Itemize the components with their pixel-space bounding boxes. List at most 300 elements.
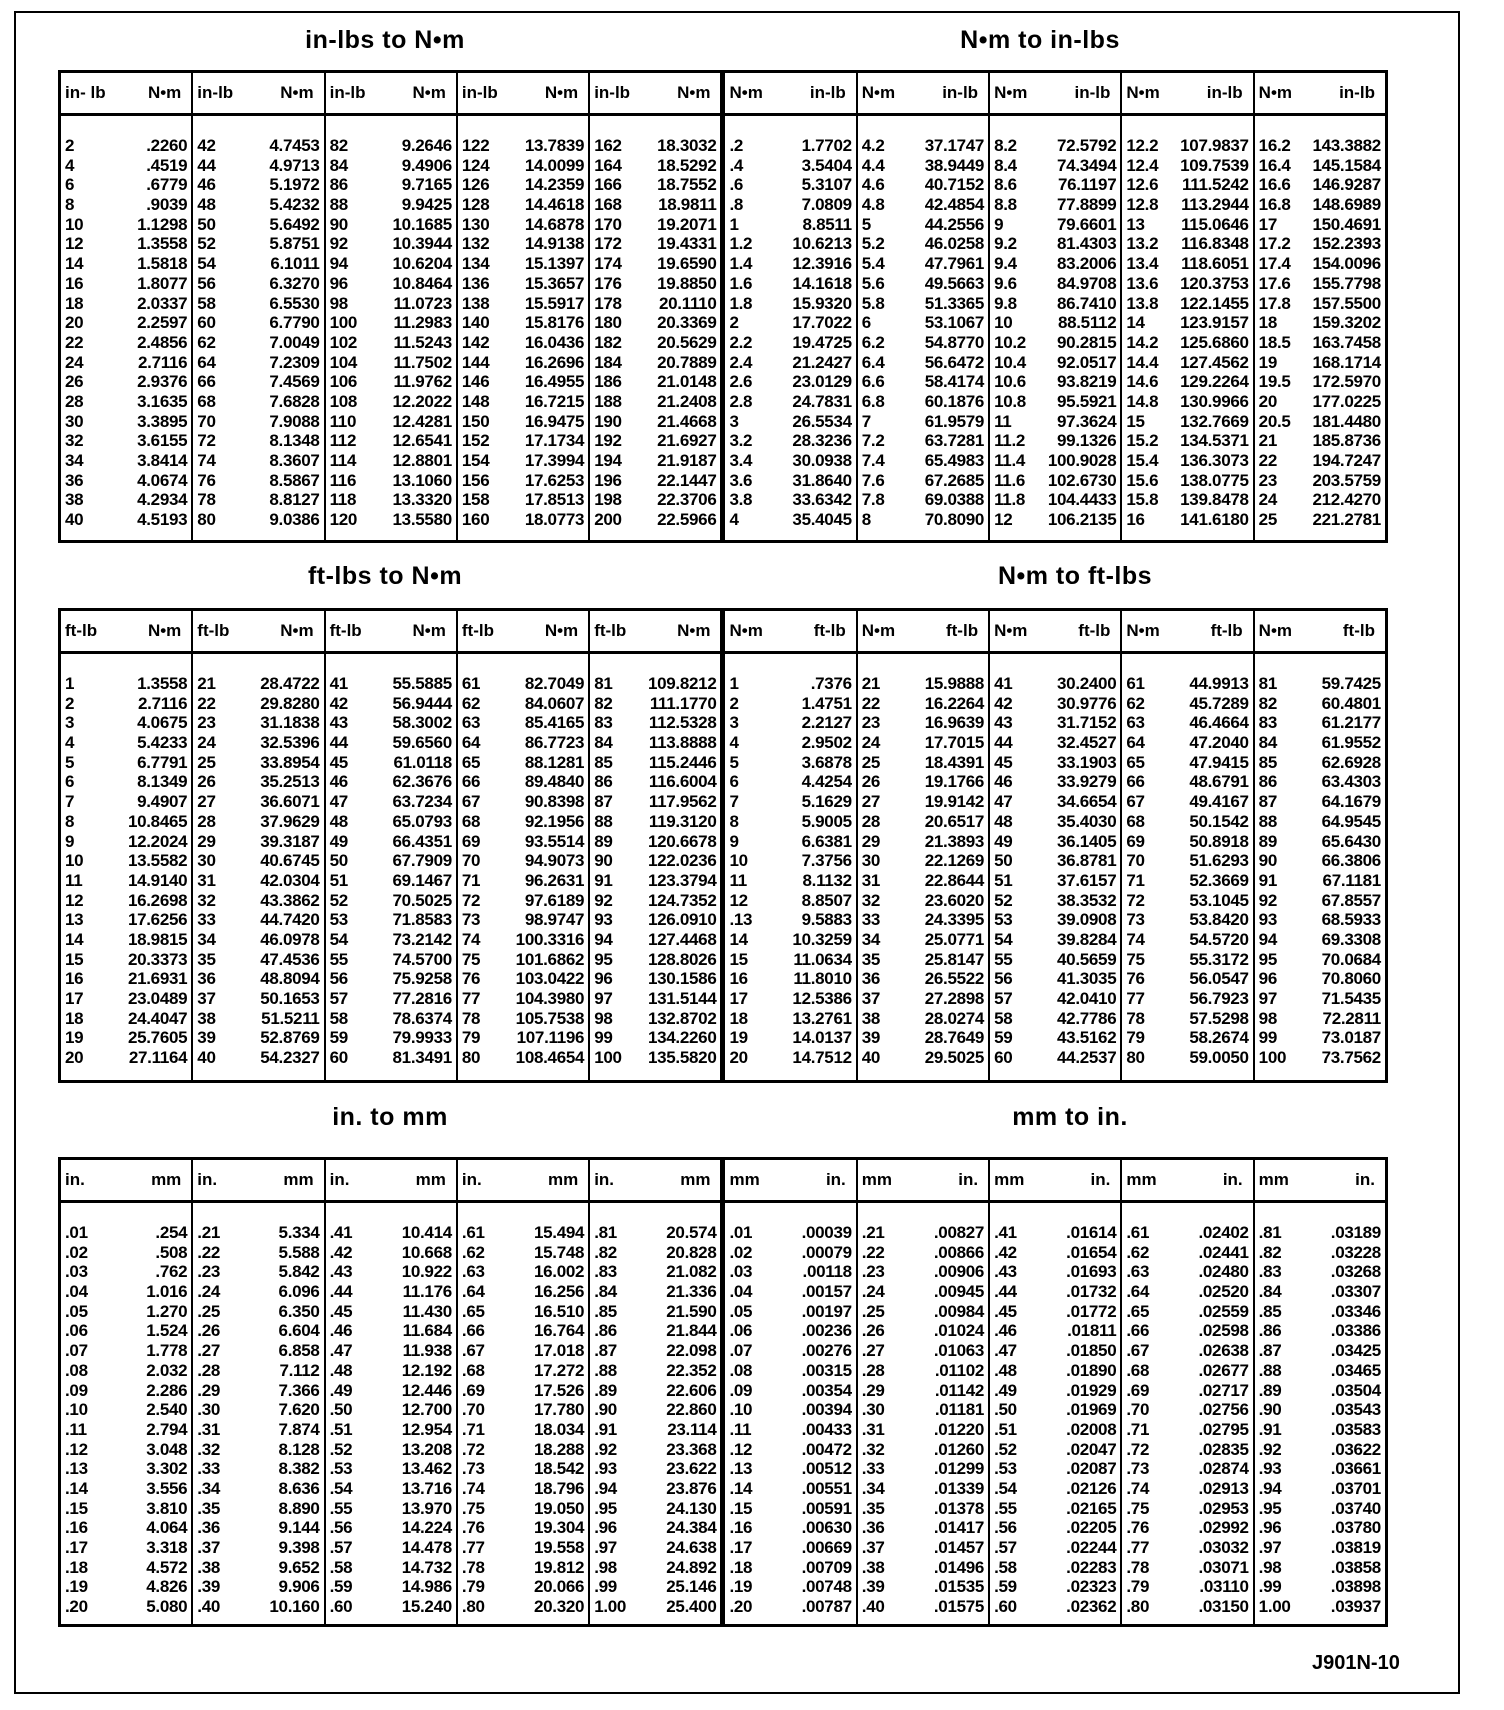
column-body	[858, 654, 988, 1068]
converted-value: .00118	[802, 1262, 852, 1282]
header-to-unit: in.	[1090, 1170, 1111, 1189]
table-row	[590, 490, 720, 510]
table-row	[590, 1459, 720, 1479]
converted-value: 63.4303	[1321, 772, 1381, 792]
table-row	[1255, 969, 1385, 989]
source-value: .15	[65, 1498, 88, 1518]
table-row	[326, 195, 456, 215]
source-value: 74	[1126, 929, 1145, 949]
converted-value: 19.9142	[924, 792, 985, 812]
table-row	[1255, 471, 1385, 491]
table-row	[1122, 333, 1252, 353]
source-value: 30	[861, 851, 881, 871]
converted-value: 36.1405	[1057, 831, 1117, 851]
table-row	[1122, 930, 1252, 950]
table-row	[193, 930, 323, 950]
converted-value: 29.5025	[924, 1048, 985, 1068]
table-row	[326, 412, 456, 432]
source-value: 48	[994, 811, 1013, 831]
table-row	[858, 1243, 988, 1263]
table-row	[1255, 313, 1385, 333]
converted-value: 13.7839	[524, 136, 585, 155]
converted-value: .01142	[934, 1380, 985, 1400]
column-header	[725, 611, 855, 654]
source-value: 12.6	[1126, 175, 1159, 195]
source-value: .37	[197, 1538, 221, 1557]
converted-value: 19.6590	[657, 254, 717, 274]
source-value: .64	[461, 1282, 485, 1302]
source-value: .81	[594, 1223, 617, 1242]
table-row	[193, 1048, 323, 1068]
source-value: 83	[594, 713, 613, 733]
source-value: 17.6	[1258, 273, 1291, 293]
table-row	[458, 674, 588, 694]
converted-value: 44.9913	[1189, 674, 1249, 693]
table-row	[990, 1577, 1120, 1597]
table-row	[193, 1440, 323, 1460]
converted-value: 6.1011	[270, 254, 320, 274]
table-row	[61, 674, 191, 694]
source-value: .68	[461, 1360, 485, 1380]
table-row	[1255, 490, 1385, 510]
converted-value: .03661	[1330, 1459, 1381, 1479]
source-value: 7.6	[861, 470, 885, 490]
source-value: 71	[461, 870, 481, 890]
table-row	[1255, 1048, 1385, 1068]
table-row	[1255, 412, 1385, 432]
table-row	[326, 1009, 456, 1029]
converted-value: 102.6730	[1047, 470, 1117, 490]
converted-value: 83.2006	[1057, 254, 1117, 274]
table-row	[458, 713, 588, 733]
source-value: .57	[994, 1538, 1017, 1557]
source-value: 10.6	[994, 372, 1026, 392]
converted-value: 55.5885	[392, 674, 452, 693]
source-value: 148	[461, 391, 490, 411]
converted-value: 69.3308	[1321, 929, 1381, 949]
converted-value: 100.3316	[515, 929, 585, 949]
table-row	[61, 891, 191, 911]
converted-value: 51.3365	[924, 293, 985, 313]
converted-value: 44.2537	[1057, 1048, 1117, 1068]
column-body	[193, 116, 323, 530]
header-to-unit: mm	[151, 1170, 182, 1189]
source-value: .65	[1126, 1301, 1150, 1321]
table-row	[458, 333, 588, 353]
table-row	[193, 136, 323, 156]
table-row	[61, 1440, 191, 1460]
table-row	[458, 1499, 588, 1519]
table-row	[193, 694, 323, 714]
source-value: 6	[861, 313, 871, 333]
source-value: 17.8	[1258, 293, 1291, 313]
converted-value: 3.5404	[801, 155, 852, 175]
table-row	[990, 1321, 1120, 1341]
source-value: 49	[329, 831, 348, 851]
table-row	[61, 812, 191, 832]
table-row	[458, 510, 588, 530]
source-value: 68	[197, 391, 216, 411]
source-value: 6.2	[861, 332, 885, 352]
table-row	[458, 1048, 588, 1068]
converted-value: 21.3893	[924, 831, 985, 851]
source-value: 45	[994, 752, 1013, 772]
source-value: .62	[1126, 1242, 1150, 1262]
source-value: 50	[197, 214, 216, 234]
table-row	[193, 832, 323, 852]
source-value: 89	[1258, 831, 1277, 851]
column-group	[456, 611, 588, 1080]
table-row	[326, 733, 456, 753]
source-value: 48	[329, 811, 348, 831]
header-to-unit: ft-lb	[1342, 621, 1375, 640]
table-row	[1255, 510, 1385, 530]
converted-value: 18.5292	[657, 155, 717, 175]
table-row	[725, 1361, 855, 1381]
source-value: .39	[861, 1577, 885, 1597]
converted-value: 3.1635	[137, 391, 188, 411]
converted-value: 15.8176	[524, 313, 585, 333]
table-row	[193, 353, 323, 373]
converted-value: .01890	[1066, 1360, 1117, 1380]
table-row	[458, 1341, 588, 1361]
source-value: 2.8	[729, 391, 753, 411]
source-value: 87	[1258, 792, 1277, 812]
converted-value: 132.7669	[1180, 411, 1249, 431]
table-row	[1255, 733, 1385, 753]
converted-value: 5.3107	[801, 175, 852, 195]
source-value: 27	[861, 792, 881, 812]
table-row	[61, 851, 191, 871]
converted-value: 8.636	[278, 1478, 320, 1498]
source-value: .99	[1258, 1577, 1282, 1597]
table-row	[990, 674, 1120, 694]
source-value: 5	[861, 214, 871, 234]
converted-value: 11.2983	[393, 313, 452, 333]
source-value: 37	[197, 989, 216, 1008]
table-row	[1122, 274, 1252, 294]
source-value: 8.8	[994, 195, 1017, 215]
source-value: .45	[994, 1301, 1017, 1321]
source-value: 44	[197, 155, 216, 175]
source-value: 64	[461, 733, 481, 753]
converted-value: 26.5534	[792, 411, 852, 431]
converted-value: 5.334	[278, 1223, 320, 1242]
source-value: .96	[1258, 1518, 1282, 1538]
converted-value: 65.0793	[392, 811, 452, 831]
converted-value: 71.8583	[392, 910, 452, 930]
source-value: .20	[729, 1597, 753, 1617]
converted-value: 33.8954	[260, 752, 320, 772]
source-value: 1.6	[729, 273, 753, 293]
table-row	[1255, 792, 1385, 812]
converted-value: 90.2815	[1057, 332, 1117, 352]
converted-value: 23.368	[666, 1439, 717, 1459]
table-row	[725, 1223, 855, 1243]
table-row	[725, 891, 855, 911]
converted-value: 39.0908	[1057, 910, 1117, 930]
converted-value: 14.0137	[792, 1028, 852, 1048]
source-value: 74	[197, 451, 216, 470]
table-row	[590, 234, 720, 254]
table-row	[326, 812, 456, 832]
source-value: 41	[329, 674, 348, 693]
source-value: 43	[994, 713, 1013, 733]
table-row	[61, 1459, 191, 1479]
converted-value: 106.2135	[1047, 510, 1117, 530]
table-row	[1122, 136, 1252, 156]
table-row	[858, 412, 988, 432]
source-value: 102	[329, 332, 358, 352]
converted-value: 37.6157	[1057, 870, 1117, 890]
converted-value: 81.3491	[392, 1048, 452, 1068]
source-value: 16	[729, 969, 748, 989]
table-row	[458, 1577, 588, 1597]
converted-value: 1.524	[146, 1321, 188, 1341]
source-value: 56	[197, 273, 216, 293]
source-value: 86	[1258, 772, 1277, 792]
table-row	[61, 274, 191, 294]
header-from-unit: in.	[461, 1170, 482, 1189]
column-group	[1120, 1160, 1252, 1624]
converted-value: 47.2040	[1189, 733, 1249, 753]
converted-value: .02441	[1198, 1242, 1249, 1262]
converted-value: 19.050	[533, 1498, 585, 1518]
source-value: .84	[1258, 1282, 1282, 1302]
converted-value: 14.7512	[792, 1048, 852, 1068]
source-value: .22	[197, 1242, 221, 1262]
table-row	[193, 215, 323, 235]
converted-value: 21.4668	[657, 411, 717, 431]
source-value: .52	[994, 1439, 1017, 1459]
source-value: .76	[461, 1518, 485, 1538]
table-row	[458, 1558, 588, 1578]
table-row	[326, 851, 456, 871]
source-value: .40	[861, 1597, 885, 1617]
source-value: 20	[1258, 391, 1277, 411]
table-row	[193, 674, 323, 694]
converted-value: 10.8465	[127, 811, 188, 831]
table-row	[990, 1479, 1120, 1499]
table-row	[193, 1341, 323, 1361]
table-row	[326, 1262, 456, 1282]
converted-value: 32.5396	[260, 733, 320, 753]
source-value: .35	[197, 1498, 221, 1518]
converted-value: 56.7923	[1189, 989, 1249, 1008]
converted-value: 75.9258	[392, 969, 452, 989]
table-row	[1122, 733, 1252, 753]
table-row	[458, 294, 588, 314]
source-value: 12	[65, 234, 84, 254]
converted-value: 5.588	[278, 1242, 320, 1262]
source-value: 114	[329, 451, 357, 470]
source-value: 170	[594, 214, 622, 234]
table-row	[61, 451, 191, 471]
source-value: 9	[65, 831, 75, 851]
table-row	[990, 1420, 1120, 1440]
source-value: 46	[994, 772, 1013, 792]
source-value: .66	[1126, 1321, 1150, 1341]
table-row	[1122, 832, 1252, 852]
converted-value: 64.9545	[1321, 811, 1381, 831]
table-row	[1122, 891, 1252, 911]
table-row	[858, 234, 988, 254]
converted-value: 23.114	[667, 1419, 717, 1439]
source-value: .10	[729, 1400, 753, 1420]
converted-value: 131.5144	[647, 989, 717, 1008]
table-row	[990, 1499, 1120, 1519]
source-value: 28	[861, 811, 881, 831]
source-value: 192	[594, 431, 622, 451]
source-value: 108	[329, 391, 358, 411]
converted-value: 9.2646	[401, 136, 452, 155]
source-value: 97	[1258, 989, 1277, 1008]
source-value: 98	[329, 293, 348, 313]
converted-value: 99.1326	[1057, 431, 1117, 451]
source-value: .71	[1126, 1419, 1150, 1439]
source-value: .07	[729, 1341, 753, 1361]
source-value: 4.8	[861, 195, 885, 215]
converted-value: .02795	[1198, 1419, 1249, 1439]
converted-value: 60.4801	[1321, 693, 1381, 713]
table-row	[725, 254, 855, 274]
converted-value: 21.9187	[657, 451, 717, 470]
source-value: 38	[861, 1008, 881, 1028]
converted-value: 14.4618	[524, 195, 585, 215]
table-row	[1122, 694, 1252, 714]
table-row	[193, 713, 323, 733]
source-value: 7	[65, 792, 75, 812]
table-row	[458, 871, 588, 891]
table-row	[458, 1538, 588, 1558]
source-value: .83	[1258, 1262, 1282, 1282]
converted-value: .01850	[1066, 1341, 1117, 1361]
column-group	[1120, 611, 1252, 1080]
table-row	[61, 372, 191, 392]
converted-value: 25.8147	[924, 949, 985, 969]
source-value: .82	[594, 1242, 617, 1262]
converted-value: .00709	[801, 1557, 852, 1577]
converted-value: 2.540	[146, 1400, 188, 1420]
table-row	[1255, 1282, 1385, 1302]
table-row	[1122, 1558, 1252, 1578]
converted-value: 17.3994	[524, 451, 585, 470]
column-body	[61, 1203, 191, 1617]
table-row	[193, 175, 323, 195]
converted-value: 17.7015	[924, 733, 985, 753]
source-value: 15	[1126, 411, 1145, 431]
source-value: 16.8	[1258, 195, 1291, 215]
converted-value: .01457	[933, 1538, 985, 1557]
converted-value: .02520	[1198, 1282, 1249, 1302]
converted-value: 81.4303	[1057, 234, 1117, 254]
converted-value: 20.066	[533, 1577, 585, 1597]
table-row	[193, 1400, 323, 1420]
table-row	[1122, 1028, 1252, 1048]
source-value: 14	[729, 929, 748, 949]
table-row	[1122, 1048, 1252, 1068]
table-row	[1255, 1223, 1385, 1243]
converted-value: 115.2446	[648, 752, 717, 772]
table-row	[61, 1499, 191, 1519]
source-value: 18	[729, 1008, 748, 1028]
source-value: 7.2	[861, 431, 885, 451]
table-row	[61, 353, 191, 373]
column-group	[988, 1160, 1120, 1624]
table-row	[193, 1597, 323, 1617]
source-value: 11.8	[994, 490, 1026, 510]
table-row	[326, 674, 456, 694]
table-row	[193, 313, 323, 333]
table-row	[990, 1459, 1120, 1479]
converted-value: 82.7049	[524, 674, 585, 693]
source-value: 60	[994, 1048, 1013, 1068]
converted-value: 111.5242	[1182, 175, 1249, 195]
table-row	[1255, 175, 1385, 195]
source-value: .63	[1126, 1262, 1150, 1282]
converted-value: .01496	[933, 1557, 985, 1577]
source-value: 11.6	[994, 470, 1026, 490]
header-to-unit: mm	[283, 1170, 314, 1189]
converted-value: 1.3558	[137, 234, 188, 254]
source-value: 62	[1126, 693, 1145, 713]
table-row	[193, 412, 323, 432]
source-value: 196	[594, 470, 622, 490]
source-value: 184	[594, 352, 622, 372]
source-value: 98	[594, 1008, 613, 1028]
column-body	[858, 1203, 988, 1617]
source-value: 11.2	[994, 431, 1026, 451]
table-row	[326, 1321, 456, 1341]
converted-value: 18.0773	[524, 510, 585, 530]
converted-value: 77.8899	[1057, 195, 1117, 215]
table-row	[1255, 195, 1385, 215]
table-row	[326, 294, 456, 314]
source-value: 42	[329, 693, 348, 713]
converted-value: 29.8280	[260, 693, 320, 713]
converted-value: 172.5970	[1312, 372, 1381, 392]
source-value: 4	[729, 733, 739, 753]
source-value: .60	[329, 1597, 353, 1617]
column-body	[725, 116, 855, 530]
table-row	[990, 1597, 1120, 1617]
table-row	[193, 471, 323, 491]
table-row	[858, 1479, 988, 1499]
converted-value: 21.0148	[657, 372, 717, 392]
source-value: .54	[329, 1478, 353, 1498]
converted-value: 9.906	[278, 1577, 320, 1597]
table-row	[61, 910, 191, 930]
table-row	[458, 950, 588, 970]
column-body	[61, 116, 191, 530]
source-value: .60	[994, 1597, 1017, 1617]
source-value: .25	[197, 1301, 221, 1321]
converted-value: 54.8770	[924, 332, 985, 352]
header-from-unit: N•m	[861, 621, 896, 640]
source-value: 2.4	[729, 352, 753, 372]
table-row	[458, 431, 588, 451]
source-value: .6	[729, 175, 744, 195]
table-row	[326, 1400, 456, 1420]
table-row	[990, 930, 1120, 950]
source-value: .95	[1258, 1498, 1282, 1518]
source-value: .67	[1126, 1341, 1150, 1361]
column-group	[720, 611, 855, 1080]
header-from-unit: N•m	[729, 83, 763, 102]
converted-value: 39.3187	[260, 831, 320, 851]
source-value: 53	[329, 910, 348, 930]
source-value: 26	[65, 372, 84, 392]
